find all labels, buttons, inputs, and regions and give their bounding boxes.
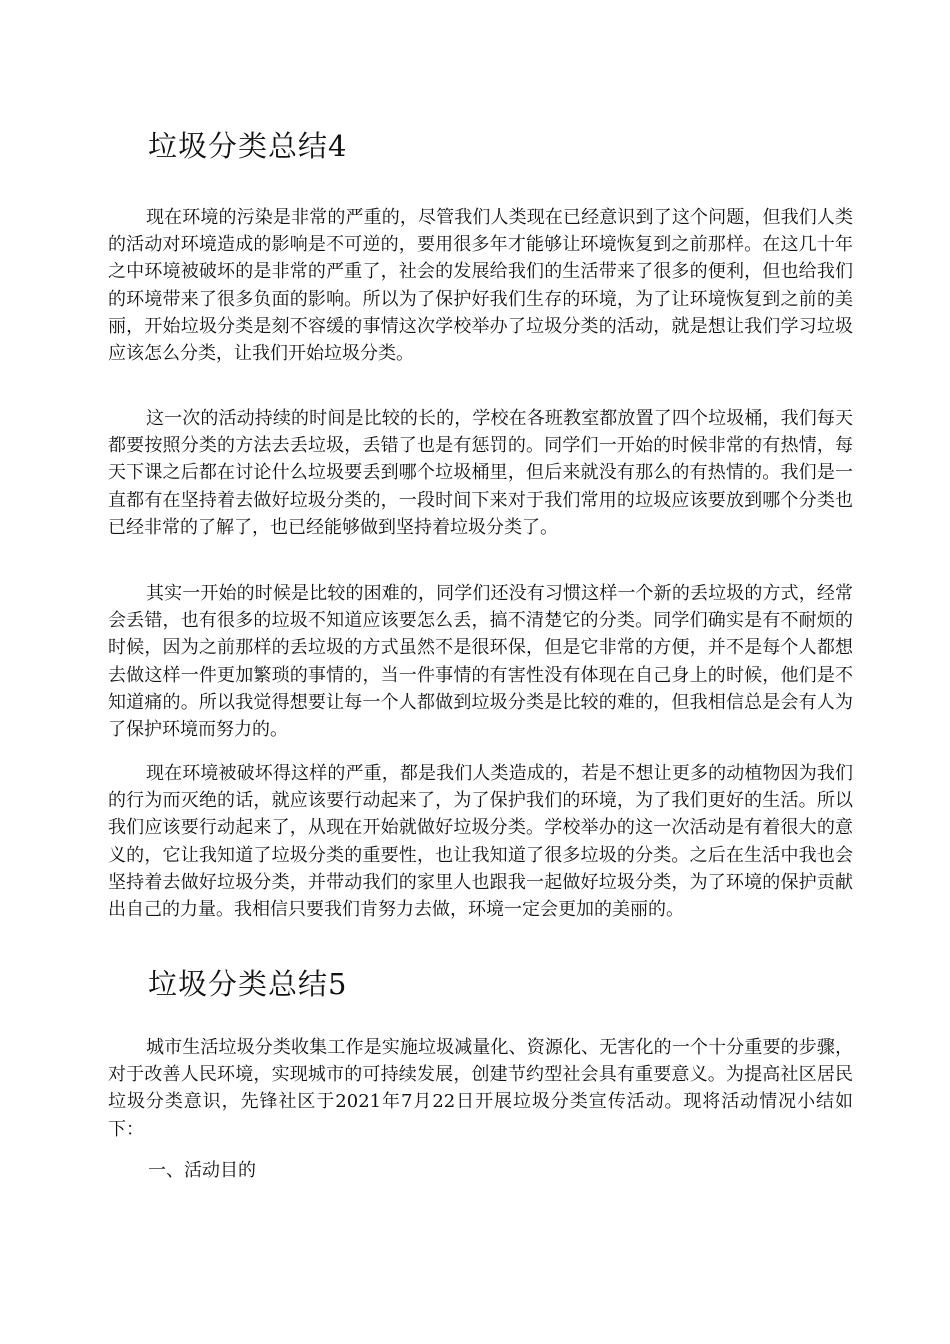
paragraph: 这一次的活动持续的时间是比较的长的，学校在各班教室都放置了四个垃圾桶，我们每天都要按照分类的方法去丢垃圾，丢错了也是有惩罚的。同学们一开始的时候非常的有热情，每天下课之后都在讨论什么垃圾要丢到哪个垃圾桶里，但后来就没有那么的有热情的。我们是一直都有在坚持着去做好垃圾分类的，一段时间下来对于我们常用的垃圾应该要放到哪个分类也已经非常的了解了，也已经能够做到坚持着垃圾分类了。 (108, 408, 853, 538)
paragraph: 城市生活垃圾分类收集工作是实施垃圾减量化、资源化、无害化的一个十分重要的步骤，对于改善人民环境，实现城市的可持续发展，创建节约型社会具有重要意义。为提高社区居民垃圾分类意识，先锋社区于2021年7月22日开展垃圾分类宣传活动。现将活动情况小结如下： (108, 1037, 853, 1140)
paragraph: 现在环境被破坏得这样的严重，都是我们人类造成的，若是不想让更多的动植物因为我们的行为而灭绝的话，就应该要行动起来了，为了保护我们的环境，为了我们更好的生活。所以我们应该要行动起来了，从现在开始就做好垃圾分类。学校举办的这一次活动是有着很大的意义的，它让我知道了垃圾分类的重要性，也让我知道了很多垃圾的分类。之后在生活中我也会坚持着去做好垃圾分类，并带动我们的家里人也跟我一起做好垃圾分类，为了环境的保护贡献出自己的力量。我相信只要我们肯努力去做，环境一定会更加的美丽的。 (108, 763, 853, 921)
section-title-4: 垃圾分类总结4 (148, 129, 348, 163)
paragraph: 现在环境的污染是非常的严重的，尽管我们人类现在已经意识到了这个问题，但我们人类的活动对环境造成的影响是不可逆的，要用很多年才能够让环境恢复到之前那样。在这几十年之中环境被破坏的是非常的严重了，社会的发展给我们的生活带来了很多的便利，但也给我们的环境带来了很多负面的影响。所以为了保护好我们生存的环境，为了让环境恢复到之前的美丽，开始垃圾分类是刻不容缓的事情这次学校举办了垃圾分类的活动，就是想让我们学习垃圾应该怎么分类，让我们开始垃圾分类。 (108, 207, 853, 365)
section-title-5: 垃圾分类总结5 (148, 967, 348, 1001)
paragraph: 其实一开始的时候是比较的困难的，同学们还没有习惯这样一个新的丢垃圾的方式，经常会丢错，也有很多的垃圾不知道应该要怎么丢，搞不清楚它的分类。同学们确实是有不耐烦的时候，因为之前那样的丢垃圾的方式虽然不是很环保，但是它非常的方便，并不是每个人都想去做这样一件更加繁琐的事情的，当一件事情的有害性没有体现在自己身上的时候，他们是不知道痛的。所以我觉得想要让每一个人都做到垃圾分类是比较的难的，但我相信总是会有人为了保护环境而努力的。 (108, 583, 853, 741)
subheading-activity-purpose: 一、活动目的 (148, 1160, 256, 1181)
